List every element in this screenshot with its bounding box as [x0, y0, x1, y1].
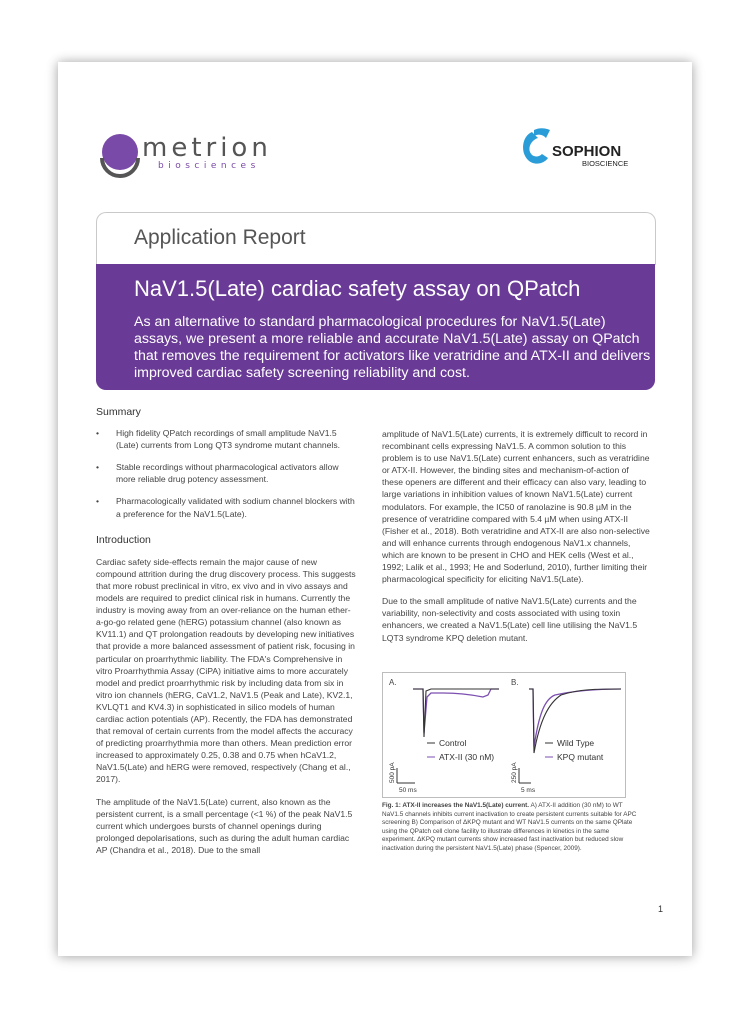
introduction-paragraph-2: The amplitude of the NaV1.5(Late) current, also known as the persistent current, is a small percentage (<1 %) of the peak NaV1.5 current which undergoes bursts of channel openings during prolonged depolarisations, such as during the adult human cardiac AP (Chandra et al., 2018). Due to the small [96, 796, 353, 855]
report-subtitle: As an alternative to standard pharmacological procedures for NaV1.5(Late) assays, we present a more reliable and accurate NaV1.5(Late) assay on QPatch that removes the requirement for activators like veratridine and ATX-II and delivers improved cardiac safety screening reliability and cost. [134, 314, 651, 381]
body-paragraph-2: Due to the small amplitude of native NaV1.5(Late) currents and the variability, non-selectivity and costs associated with using toxin enhancers, we created a NaV1.5(Late) cell line utilising the NaV1.5 LQT3 syndrome KPQ deletion mutant. [382, 596, 638, 643]
figure-traces [383, 673, 625, 797]
report-page [58, 62, 692, 956]
figure-caption-title: Fig. 1: ATX-II increases the NaV1.5(Late) current. [382, 802, 530, 809]
report-title: NaV1.5(Late) cardiac safety assay on QPatch [134, 276, 581, 301]
page-number: 1 [658, 904, 664, 914]
figure-1 [382, 672, 626, 798]
scale-b-y: 250 pA [511, 762, 518, 783]
figure-caption-text: A) ATX-II addition (30 nM) to WT NaV1.5 channels inhibits current inactivation to create persistent currents suitable for APC screening B) Comparison of ΔKPQ mutant and WT NaV1.5 currents on the same QPlate using the QPatch cell clone facility to illustrate differences in kinetics in the same experiment. ΔKPQ mutant currents show increased fast inactivation but reduced slow inactivation during the persistent NaV1.5(Late) phase (Spencer, 2009). [382, 802, 637, 852]
scale-a-y: 500 pA [389, 762, 396, 783]
sophion-logo [520, 124, 640, 174]
figure-caption [382, 802, 642, 854]
panel-b-label: B. [511, 678, 519, 687]
metrion-logo-dot [102, 134, 138, 170]
body-paragraph-1: amplitude of NaV1.5(Late) currents, it is extremely difficult to record in recombinant cells expressing NaV1.5. A common solution to this problem is to use NaV1.5(Late) current enhancers, such as veratridine or ATX-II. However, the binding sites and mechanism-of-action of these openers are different and their efficacy can also vary, leading to large variations in inhibition values of known NaV1.5(Late) current modulators. For example, the IC50 of ranolazine is 90.8 µM in the presence of veratridine compared with 5.4 µM when using ATX-II (Fisher et al., 2018). Both veratridine and ATX-II are also non-selective and will enhance currents through endogenous NaV1.x channels, which are known to be present in CHO and HEK cells (West et al., 1992; Lalik et al., 1993; He and Soderlund, 2010), further limiting their pharmacological specificity for eliciting NaV1.5(Late). [382, 429, 650, 585]
metrion-logo-sub: biosciences [158, 161, 260, 171]
right-column [382, 428, 650, 644]
list-item: • High fidelity QPatch recordings of small amplitude NaV1.5 (Late) currents from Long QT3 syndrome mutant channels. [96, 427, 356, 451]
list-item: • Pharmacologically validated with sodium channel blockers with a preference for the NaV1.5(Late). [96, 495, 356, 519]
legend-control: Control [439, 738, 467, 748]
sophion-logo-name: SOPHION [552, 143, 622, 160]
sophion-logo-sub: BIOSCIENCE [582, 159, 629, 168]
metrion-logo-name: metrion [142, 133, 272, 163]
legend-kpq: KPQ mutant [557, 752, 604, 762]
legend-atx: ATX-II (30 nM) [439, 752, 495, 762]
list-item: • Stable recordings without pharmacological activators allow more reliable drug potency assessment. [96, 461, 356, 485]
left-column [96, 406, 356, 856]
metrion-logo [98, 122, 278, 182]
summary-list [96, 427, 356, 520]
legend-wildtype: Wild Type [557, 738, 595, 748]
scale-a-x: 50 ms [399, 787, 417, 794]
introduction-paragraph-1: Cardiac safety side-effects remain the major cause of new compound attrition during the drug discovery process. This suggests that more robust preclinical in vitro, ex vivo and in vivo assays and models are required to predict clinical risk in humans. Currently the industry is moving away from an over-reliance on the human ether-a-go-go related gene (hERG) potassium channel (also known as KV11.1) and QT prolongation readouts by developing new initiatives that provide a more balanced assessment of patient risk, focusing in particular on proarrhythmic liability. The FDA's Comprehensive in vitro Proarrhythmia Assay (CiPA) initiative aims to more accurately model and predict proarrhythmic risk by including data from six in vitro ion channels (hERG, CaV1.2, NaV1.5 (Peak and Late), KV2.1, KVLQT1 and KV4.3) in sophisticated in silico models of human cardiac action potentials (AP). Recently, the FDA has demonstrated that removal of certain currents from the model affects the accuracy of predicting proarrhythmia more than others. Mean prediction error increased to approximately 0.25, 0.38 and 0.75 when hCaV1.2, NaV1.5(Late) and hERG were removed, respectively (Chang et al., 2017). [96, 556, 356, 785]
report-type: Application Report [134, 226, 306, 249]
panel-a-label: A. [389, 678, 397, 687]
summary-heading: Summary [96, 406, 141, 418]
scale-b-x: 5 ms [521, 787, 536, 794]
introduction-heading: Introduction [96, 533, 151, 546]
title-banner [96, 264, 655, 390]
sophion-logo-mark [523, 132, 548, 164]
